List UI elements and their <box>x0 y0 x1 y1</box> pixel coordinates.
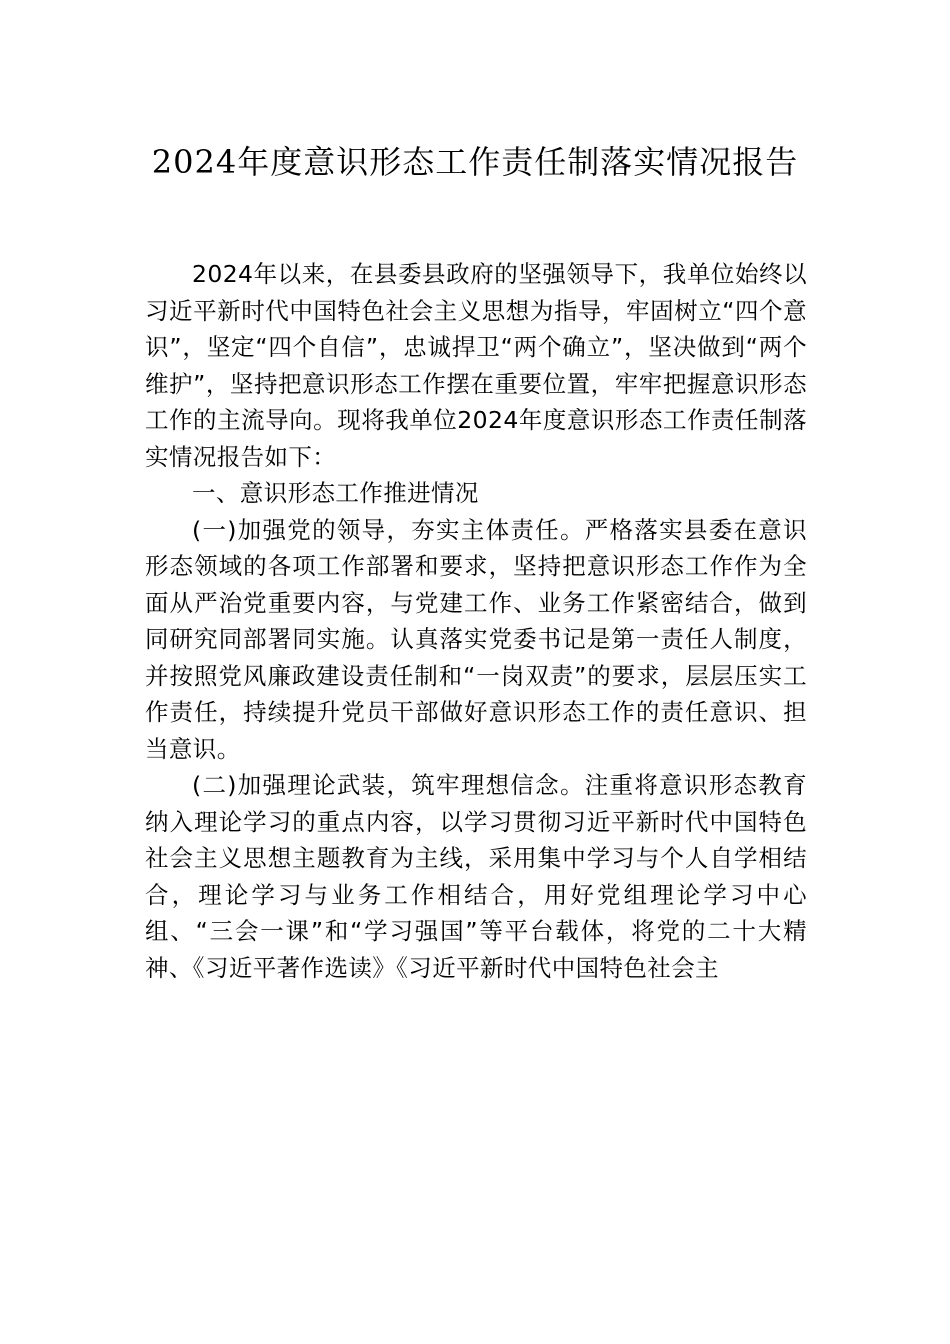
intro-paragraph: 2024年以来，在县委县政府的坚强领导下，我单位始终以习近平新时代中国特色社会主义思想为指导，牢固树立“四个意识”，坚定“四个自信”，忠诚捍卫“两个确立”，坚决做到“两个维护”，坚持把意识形态工作摆在重要位置，牢牢把握意识形态工作的主流导向。现将我单位2024年度意识形态工作责任制落实情况报告如下： <box>145 260 807 471</box>
document-body <box>145 256 807 986</box>
section-heading: 一、意识形态工作推进情况 <box>192 479 479 507</box>
document-title: 2024年度意识形态工作责任制落实情况报告 <box>151 143 799 181</box>
subsection-paragraph-1: (一)加强党的领导，夯实主体责任。严格落实县委在意识形态领域的各项工作部署和要求，坚持把意识形态工作作为全面从严治党重要内容，与党建工作、业务工作紧密结合，做到同研究同部署同实施。认真落实党委书记是第一责任人制度，并按照党风廉政建设责任制和“一岗双责”的要求，层层压实工作责任，持续提升党员干部做好意识形态工作的责任意识、担当意识。 <box>145 515 807 763</box>
subsection-paragraph-2: (二)加强理论武装，筑牢理想信念。注重将意识形态教育纳入理论学习的重点内容，以学习贯彻习近平新时代中国特色社会主义思想主题教育为主线，采用集中学习与个人自学相结合，理论学习与业务工作相结合，用好党组理论学习中心组、“三会一课”和“学习强国”等平台载体，将党的二十大精神、《习近平著作选读》《习近平新时代中国特色社会主 <box>145 771 807 982</box>
